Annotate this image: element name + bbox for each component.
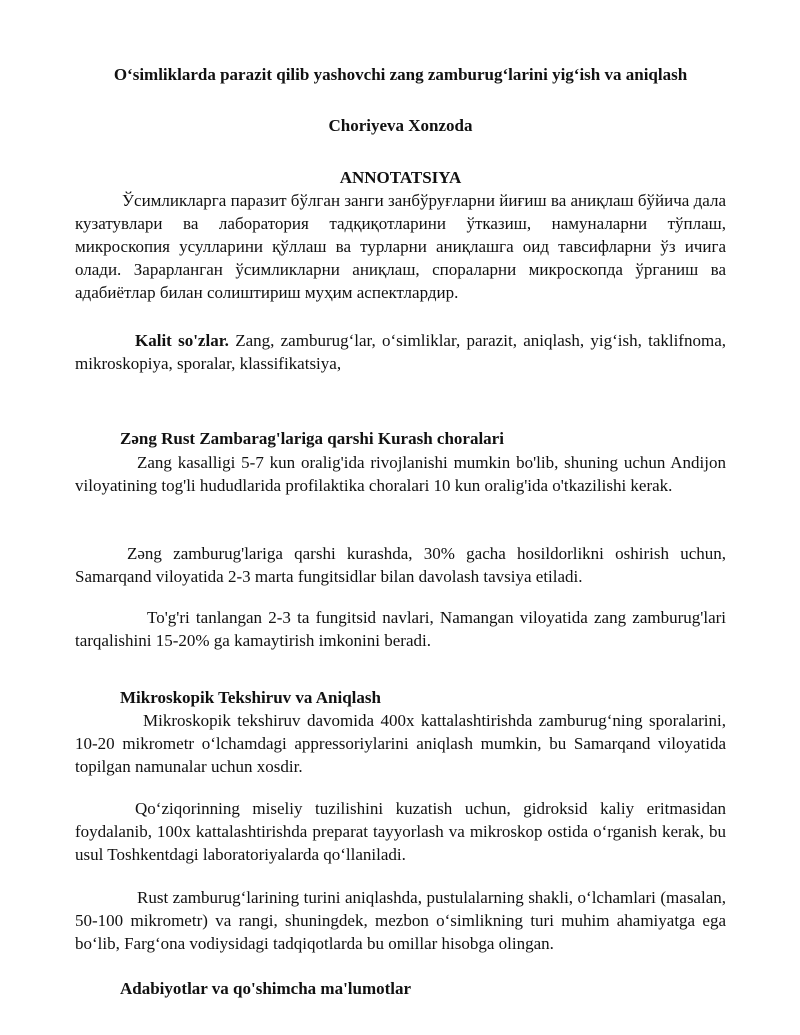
paragraph: Rust zamburugʻlarining turini aniqlashda, pustulalarning shakli, oʻlchamlari (masalan, 50-100 mikrometr) va rangi, shuningdek, mezbon oʻsimlikning turi muhim ahamiyatga ega boʻlib, Fargʻona vodiysidagi tadqiqotlarda bu omillar hisobga olingan.: [75, 888, 726, 953]
paragraph: Zəng zamburug'lariga qarshi kurashda, 30% gacha hosildorlikni oshirish uchun, Samarqand viloyatida 2-3 marta fungitsidlar bilan davolash tavsiya etiladi.: [75, 544, 726, 586]
keywords-text: Zang, zamburugʻlar, oʻsimliklar, parazit, aniqlash, yigʻish, taklifnoma, mikroskopiya, sporalar, klassifikatsiya,: [75, 331, 726, 373]
annotation-heading: ANNOTATSIYA: [339, 168, 462, 187]
paragraph: To'g'ri tanlangan 2-3 ta fungitsid navlari, Namangan viloyatida zang zamburug'lari tarqalishini 15-20% ga kamaytirish imkonini beradi.: [75, 608, 726, 650]
section-heading-microscopy: Mikroskopik Tekshiruv va Aniqlash: [120, 688, 381, 707]
annotation-text: Ўсимликларга паразит бўлган занги занбўруғларни йиғиш ва аниқлаш бўйича дала кузатувлари ва лаборатория тадқиқотларини ўтказиш, намуналарни тўплаш, микроскопия усулларини қўллаш ва турларни аниқлашга оид тавсифларни ўз ичига олади. Зарарланган ўсимликларни аниқлаш, спораларни микроскопда ўрганиш ва адабиётлар билан солиштириш муҳим аспектлардир.: [75, 191, 726, 302]
keywords-label: Kalit so'zlar.: [135, 331, 229, 350]
section-heading-references: Adabiyotlar va qo'shimcha ma'lumotlar: [120, 979, 412, 998]
paragraph: Qoʻziqorinning miseliy tuzilishini kuzatish uchun, gidroksid kaliy eritmasidan foydalanib, 100x kattalashtirishda preparat tayyorlash va mikroskop ostida oʻrganish kerak, bu usul Toshkentdagi laboratoriyalarda qoʻllaniladi.: [75, 799, 726, 864]
paragraph: Mikroskopik tekshiruv davomida 400x kattalashtirishda zamburugʻning sporalarini, 10-20 mikrometr oʻlchamdagi appressoriylarini aniqlash mumkin, bu Samarqand viloyatida topilgan namunalar uchun xosdir.: [75, 711, 726, 776]
paragraph: Zang kasalligi 5-7 kun oralig'ida rivojlanishi mumkin bo'lib, shuning uchun Andijon viloyatining tog'li hududlarida profilaktika choralari 10 kun oralig'ida o'tkazilishi kerak.: [75, 453, 726, 495]
document-title: Oʻsimliklarda parazit qilib yashovchi zang zamburugʻlarini yigʻish va aniqlash: [113, 65, 688, 84]
author-name: Choriyeva Xonzoda: [328, 116, 473, 135]
keywords-paragraph: [75, 329, 726, 375]
section-heading-rust-control: Zəng Rust Zambarag'lariga qarshi Kurash choralari: [120, 429, 504, 448]
